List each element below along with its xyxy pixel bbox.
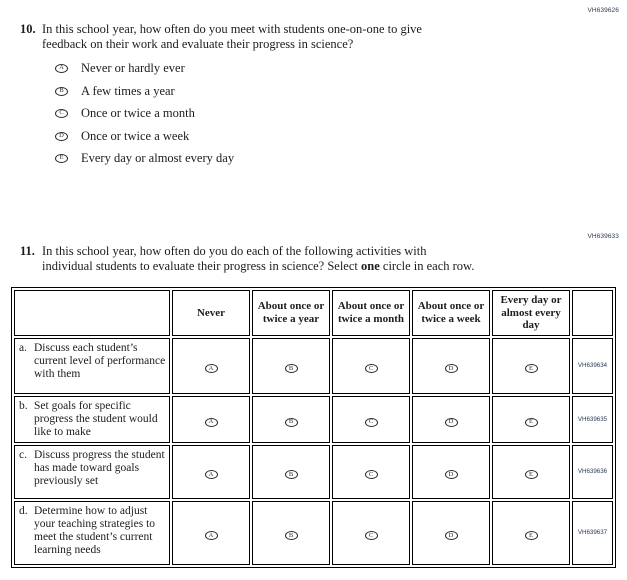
- table-row-b: [14, 396, 613, 443]
- radio-oval-c[interactable]: C: [365, 418, 378, 427]
- header-once-twice-year: About once or twice a year: [252, 290, 330, 336]
- option-label: Once or twice a month: [81, 106, 195, 120]
- row-c-code: VH639636: [572, 445, 613, 499]
- radio-oval-d[interactable]: D: [55, 132, 68, 141]
- table-header-row: [14, 290, 613, 336]
- row-b-label: b. Set goals for specific progress the student would like to make: [14, 396, 170, 443]
- option-few-times-a-year: [55, 84, 234, 99]
- option-label: A few times a year: [81, 83, 175, 98]
- radio-oval-a[interactable]: A: [55, 64, 68, 73]
- radio-oval-c[interactable]: C: [365, 364, 378, 373]
- question-11-line2: individual students to evaluate their progress in science? Select one circle in each row.: [42, 259, 475, 273]
- header-every-day: Every day or almost every day: [492, 290, 570, 336]
- form-code-q10: VH639626: [587, 7, 619, 14]
- option-once-twice-week: [55, 129, 234, 144]
- radio-oval-d[interactable]: D: [445, 418, 458, 427]
- question-11-number: 11.: [20, 244, 35, 258]
- option-label: Never or hardly ever: [81, 61, 185, 75]
- question-10-options: [55, 61, 234, 174]
- option-once-twice-month: [55, 106, 234, 121]
- radio-oval-b[interactable]: B: [55, 87, 68, 96]
- header-once-twice-week: About once or twice a week: [412, 290, 490, 336]
- question-10-number: 10.: [20, 22, 36, 36]
- radio-oval-e[interactable]: E: [525, 418, 538, 427]
- table-row-d: [14, 501, 613, 565]
- radio-oval-b[interactable]: B: [285, 531, 298, 540]
- question-10: [20, 22, 580, 52]
- radio-oval-e[interactable]: E: [525, 364, 538, 373]
- header-once-twice-month: About once or twice a month: [332, 290, 410, 336]
- row-b-code: VH639635: [572, 396, 613, 443]
- radio-oval-a[interactable]: A: [205, 470, 218, 479]
- question-10-line2: feedback on their work and evaluate their progress in science?: [42, 37, 354, 51]
- row-c-label: c. Discuss progress the student has made toward goals previously set: [14, 445, 170, 499]
- option-never-or-hardly-ever: [55, 61, 234, 76]
- option-every-day: [55, 151, 234, 166]
- header-never: Never: [172, 290, 250, 336]
- radio-oval-b[interactable]: B: [285, 470, 298, 479]
- radio-oval-d[interactable]: D: [445, 531, 458, 540]
- radio-oval-e[interactable]: E: [525, 470, 538, 479]
- form-code-q11: VH639633: [587, 233, 619, 240]
- header-blank: [14, 290, 170, 336]
- option-label: Once or twice a week: [81, 128, 190, 143]
- emphasis-one: one: [361, 259, 380, 273]
- radio-oval-c[interactable]: C: [365, 531, 378, 540]
- header-code-blank: [572, 290, 613, 336]
- row-d-label: d. Determine how to adjust your teaching strategies to meet the student’s current learning needs: [14, 501, 170, 565]
- frequency-matrix-table: [11, 287, 616, 568]
- question-10-line1: In this school year, how often do you meet with students one-on-one to give: [42, 22, 422, 36]
- table-row-c: [14, 445, 613, 499]
- question-11-line1: In this school year, how often do you do each of the following activities with: [42, 244, 427, 258]
- question-11: [20, 244, 610, 274]
- radio-oval-d[interactable]: D: [445, 470, 458, 479]
- question-10-text: [42, 22, 422, 52]
- radio-oval-c[interactable]: C: [365, 470, 378, 479]
- radio-oval-a[interactable]: A: [205, 418, 218, 427]
- radio-oval-b[interactable]: B: [285, 418, 298, 427]
- question-11-text: [42, 244, 474, 274]
- row-d-code: VH639637: [572, 501, 613, 565]
- radio-oval-e[interactable]: E: [55, 154, 68, 163]
- radio-oval-a[interactable]: A: [205, 531, 218, 540]
- row-a-label: a. Discuss each student’s current level of performance with them: [14, 338, 170, 394]
- table-row-a: [14, 338, 613, 394]
- radio-oval-d[interactable]: D: [445, 364, 458, 373]
- option-label: Every day or almost every day: [81, 151, 235, 165]
- row-a-code: VH639634: [572, 338, 613, 394]
- radio-oval-a[interactable]: A: [205, 364, 218, 373]
- radio-oval-e[interactable]: E: [525, 531, 538, 540]
- radio-oval-c[interactable]: C: [55, 109, 68, 118]
- radio-oval-b[interactable]: B: [285, 364, 298, 373]
